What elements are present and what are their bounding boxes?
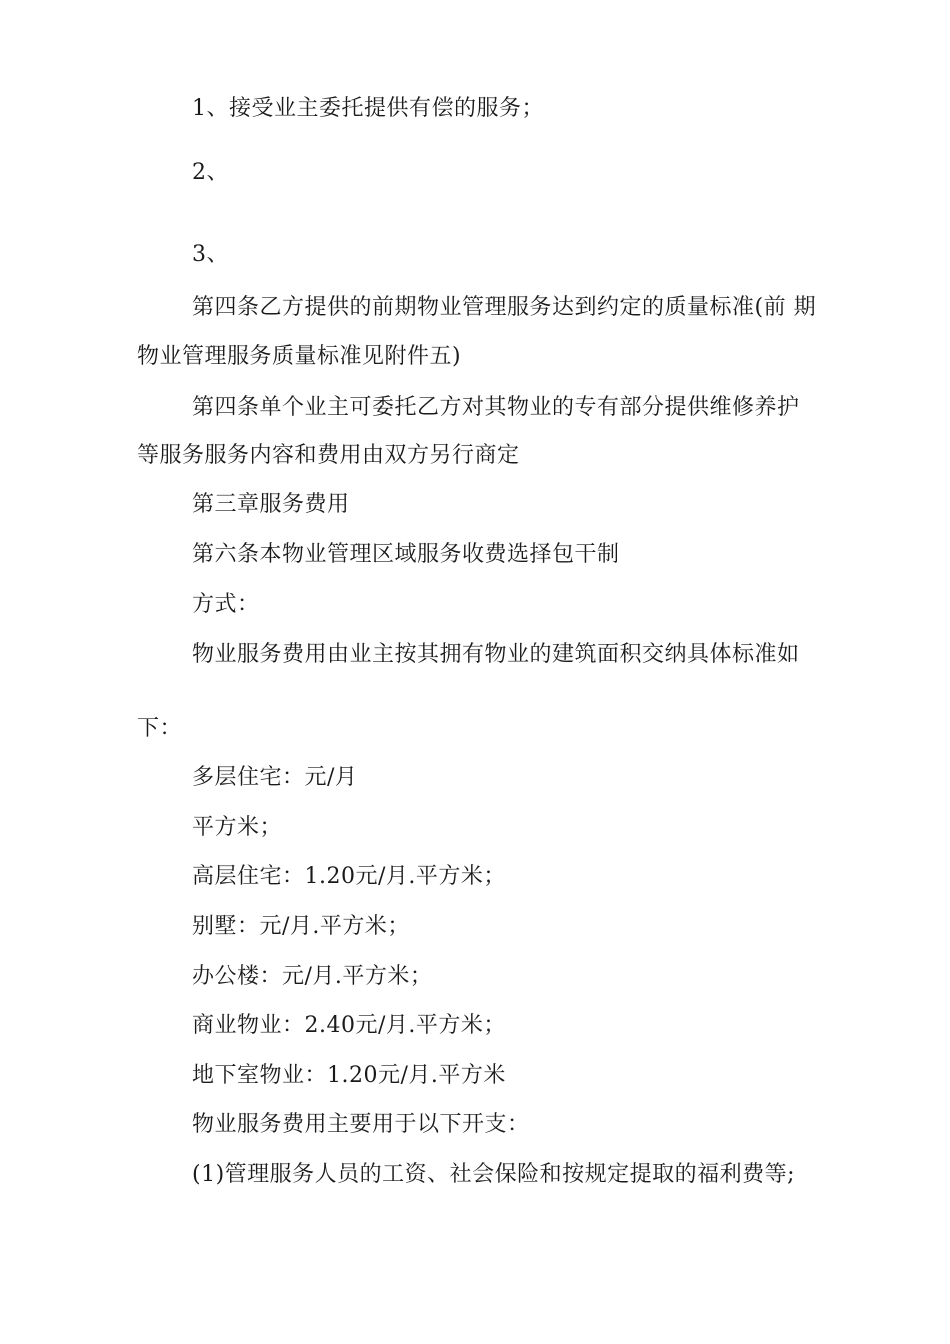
article-6-line: 第六条本物业管理区域服务收费选择包干制 xyxy=(192,542,620,567)
expense-intro: 物业服务费用主要用于以下开支： xyxy=(192,1112,530,1137)
list-item-2: 2、 xyxy=(192,160,229,185)
fee-description-line-1: 物业服务费用由业主按其拥有物业的建筑面积交纳具体标准如 xyxy=(192,642,800,667)
method-label: 方式： xyxy=(192,592,260,617)
article-4-owner-line-1: 第四条单个业主可委托乙方对其物业的专有部分提供维修养护 xyxy=(192,395,800,420)
fee-highrise: 高层住宅：1.20元/月.平方米； xyxy=(192,864,506,889)
fee-office: 办公楼：元/月.平方米； xyxy=(192,964,433,989)
fee-multistorey-unit: 平方米； xyxy=(192,815,283,840)
chapter-heading: 第三章服务费用 xyxy=(192,492,350,517)
article-4-quality-line-1: 第四条乙方提供的前期物业管理服务达到约定的质量标准(前 期 xyxy=(192,295,817,320)
fee-commercial: 商业物业：2.40元/月.平方米； xyxy=(192,1013,506,1038)
fee-basement: 地下室物业：1.20元/月.平方米 xyxy=(192,1063,506,1088)
list-item-1: 1、接受业主委托提供有偿的服务； xyxy=(192,96,544,121)
fee-villa: 别墅：元/月.平方米； xyxy=(192,914,410,939)
fee-description-line-2: 下： xyxy=(137,716,183,741)
list-item-3: 3、 xyxy=(192,242,229,267)
article-4-quality-line-2: 物业管理服务质量标准见附件五) xyxy=(137,344,462,369)
article-4-owner-line-2: 等服务服务内容和费用由双方另行商定 xyxy=(137,443,520,468)
fee-multistorey: 多层住宅：元/月 xyxy=(192,765,358,790)
expense-item-1: (1)管理服务人员的工资、社会保险和按规定提取的福利费等; xyxy=(192,1162,796,1187)
